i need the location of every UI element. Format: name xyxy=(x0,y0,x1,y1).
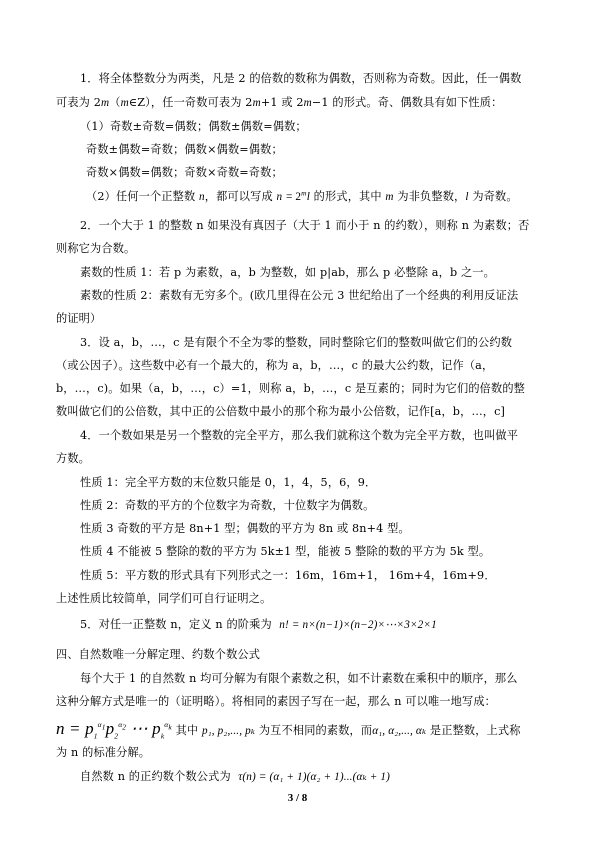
section-4-heading: 四、自然数唯一分解定理、约数个数公式 xyxy=(56,648,261,661)
para-4-line-1: 4．一个数如果是另一个整数的完全平方，那么我们就称这个数为完全平方数，也叫做平 xyxy=(80,429,519,442)
para-3-line-3: b，…，c)。如果（a，b，…，c）=1，则称 a，b，…，c 是互素的；同时为它们的倍数的整 xyxy=(56,382,526,395)
page-number: 3 / 8 xyxy=(287,792,308,804)
tau-formula: τ(n) = (α₁ + 1)(α₂ + 1)...(αₖ + 1) xyxy=(238,771,390,783)
standard-decomposition: 为 n 的标准分解。 xyxy=(56,746,151,759)
primes-list: p₁, p₂,..., pₖ xyxy=(202,725,256,737)
square-property-2: 性质 2：奇数的平方的个位数字为奇数，十位数字为偶数。 xyxy=(80,499,375,512)
para-3-line-2: （或公因子）。这些数中必有一个最大的，称为 a，b，…，c 的最大公约数，记作（a， xyxy=(56,359,494,372)
square-properties-note: 上述性质比较简单，同学们可自行证明之。 xyxy=(56,592,272,605)
para-2-line-1: 2．一个大于 1 的整数 n 如果没有真因子（大于 1 而小于 n 的约数），则称 n 为素数；否 xyxy=(80,219,530,232)
divisor-count-label: 自然数 n 的正约数个数公式为 xyxy=(80,770,231,783)
factorial-formula: n! = n×(n−1)×(n−2)×⋯×3×2×1 xyxy=(279,619,437,631)
parity-property-2: （2）任何一个正整数 n，都可以写成 $n = 2^ml$ 的形式，其中 m 为非负整数，l 为奇数。 xyxy=(86,188,518,203)
para-3-line-1: 3．设 a，b，…，c 是有限个不全为零的整数，同时整除它们的整数叫做它们的公约数 xyxy=(80,336,513,349)
alphas-list: α₁, α₂,..., αₖ xyxy=(372,725,427,737)
text-positive-int: 是正整数，上式称 xyxy=(429,724,521,737)
prime-property-2: 素数的性质 2：素数有无穷多个。(欧几里得在公元 3 世纪给出了一个经典的利用反证法 xyxy=(80,289,519,302)
divisor-count-line xyxy=(80,770,520,784)
parity-property-1b: 奇数±偶数=奇数；偶数×偶数=偶数； xyxy=(86,143,283,156)
prime-property-1: 素数的性质 1：若 p 为素数，a，b 为整数，如 p|ab，那么 p 必整除 a，b 之一。 xyxy=(80,266,495,279)
text-qizhong: 其中 xyxy=(175,724,199,737)
text-distinct-primes: 为互不相同的素数，而 xyxy=(258,724,373,737)
square-property-5: 性质 5：平方数的形式具有下列形式之一：16m，16m+1， 16m+4，16m+9． xyxy=(80,569,496,582)
para-6-line-2: 这种分解方式是唯一的（证明略）。将相同的素因子写在一起，那么 n 可以唯一地写成： xyxy=(56,695,496,708)
para-5 xyxy=(80,618,437,632)
parity-property-1: （1）奇数±奇数=偶数；偶数±偶数=偶数； xyxy=(80,120,307,133)
square-property-3: 性质 3 奇数的平方是 8n+1 型；偶数的平方为 8n 或 8n+4 型。 xyxy=(80,522,410,535)
prime-property-2-cont: 的证明） xyxy=(56,312,102,325)
para-2-line-2: 则称它为合数。 xyxy=(56,242,136,255)
para-1-line-1: 1．将全体整数分为两类，凡是 2 的倍数的数称为偶数，否则称为奇数。因此，任一偶数 xyxy=(80,72,522,85)
square-property-1: 性质 1：完全平方数的末位数只能是 0，1，4，5，6，9． xyxy=(80,476,377,489)
factorization-line xyxy=(56,718,521,742)
para-4-line-2: 方数。 xyxy=(56,452,91,465)
factorial-label: 5．对任一正整数 n，定义 n 的阶乘为 xyxy=(80,618,272,631)
factorization-formula: $n = p_1^{\alpha_1}p_2^{\alpha_2}$ ⋯ $p_k^{\alpha_k}$ xyxy=(56,719,172,741)
para-3-line-4: 数叫做它们的公倍数，其中正的公倍数中最小的那个称为最小公倍数，记作[a，b，…，c] xyxy=(56,405,506,418)
para-1-line-2: 可表为 2m（m∈Z），任一奇数可表为 2m+1 或 2m−1 的形式。奇、偶数具有如下性质： xyxy=(56,96,503,109)
para-6-line-1: 每个大于 1 的自然数 n 均可分解为有限个素数之积，如不计素数在乘积中的顺序，那么 xyxy=(80,672,518,685)
square-property-4: 性质 4 不能被 5 整除的数的平方为 5k±1 型，能被 5 整除的数的平方为 5k 型。 xyxy=(80,545,491,558)
parity-property-1c: 奇数×偶数=偶数；奇数×奇数=奇数； xyxy=(86,166,283,179)
